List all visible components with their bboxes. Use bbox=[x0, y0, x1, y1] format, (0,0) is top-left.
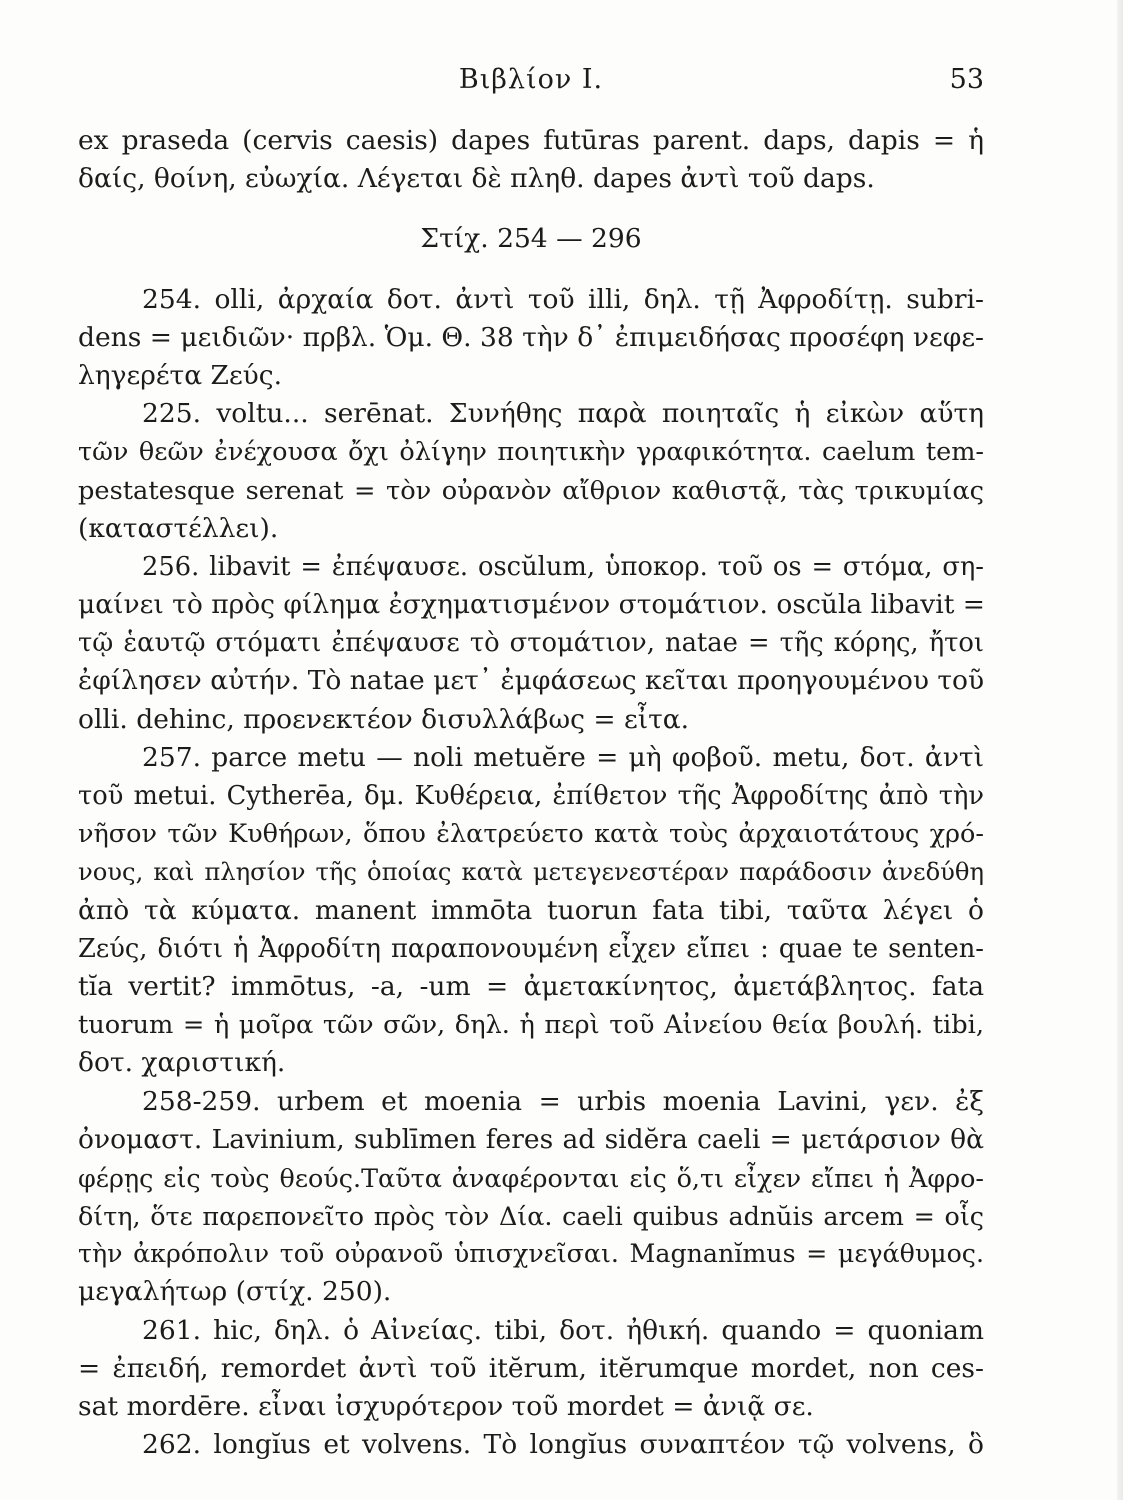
page-edge-shadow bbox=[1117, 0, 1123, 1500]
text-line: ἀπὸ τὰ κύματα. manent immōta tuorun fata tibi, ταῦτα λέγει ὁ bbox=[78, 894, 984, 926]
commentary-text bbox=[78, 122, 984, 1464]
text-line: δοτ. χαριστική. bbox=[78, 1047, 286, 1079]
page-number: 53 bbox=[949, 64, 984, 95]
text-line: δίτη, ὅτε παρεπονεῖτο πρὸς τὸν Δία. caeli quibus adnŭis arcem = οἷς bbox=[78, 1201, 984, 1232]
text-line: Ζεύς, διότι ἡ Ἀφροδίτη παραπονουμένη εἶχεν εἴπει : quae te senten- bbox=[78, 933, 984, 964]
text-line: 256. libavit = ἐπέψαυσε. oscŭlum, ὑποκορ. τοῦ os = στόμα, ση- bbox=[142, 551, 984, 582]
page-header bbox=[78, 64, 984, 104]
text-line: νους, καὶ πλησίον τῆς ὁποίας κατὰ μετεγενεστέραν παράδοσιν ἀνεδύθη bbox=[78, 858, 984, 887]
text-line: τὴν ἀκρόπολιν τοῦ οὐρανοῦ ὑπισχνεῖσαι. Magnanĭmus = μεγάθυμος. bbox=[78, 1239, 984, 1269]
text-line: tuorum = ἡ μοῖρα τῶν σῶν, δηλ. ἡ περὶ τοῦ Αἰνείου θεία βουλή. tibi, bbox=[78, 1010, 984, 1041]
text-line: 254. olli, ἀρχαία δοτ. ἀντὶ τοῦ illi, δηλ. τῇ Ἀφροδίτῃ. subri- bbox=[142, 283, 984, 315]
text-line: νῆσον τῶν Κυθήρων, ὅπου ἐλατρεύετο κατὰ τοὺς ἀρχαιοτάτους χρό- bbox=[78, 819, 984, 850]
text-line: tĭa vertit? immōtus, -a, -um = ἀμετακίνητος, ἀμετάβλητος. fata bbox=[78, 970, 984, 1002]
text-line: (καταστέλλει). bbox=[78, 512, 279, 544]
text-line: sat mordēre. εἶναι ἰσχυρότερον τοῦ mordet = ἀνιᾷ σε. bbox=[78, 1391, 814, 1422]
text-line: τῶν θεῶν ἐνέχουσα ὄχι ὀλίγην ποιητικὴν γραφικότητα. caelum tem- bbox=[78, 437, 984, 468]
text-line: τῷ ἑαυτῷ στόματι ἐπέψαυσε τὸ στομάτιον, natae = τῆς κόρης, ἤτοι bbox=[78, 628, 984, 659]
text-line: φέρῃς εἰς τοὺς θεούς.Ταῦτα ἀναφέρονται εἰς ὅ,τι εἶχεν εἴπει ἡ Ἀφρο- bbox=[78, 1162, 984, 1193]
text-line: 258-259. urbem et moenia = urbis moenia Lavini, γεν. ἐξ bbox=[142, 1085, 984, 1117]
text-line: ληγερέτα Ζεύς. bbox=[78, 359, 283, 391]
text-line: = ἐπειδή, remordet ἀντὶ τοῦ itĕrum, itĕrumque mordet, non ces- bbox=[78, 1352, 984, 1384]
text-line: ὀνομαστ. Lavinium, sublīmen feres ad sidĕra caeli = μετάρσιον θὰ bbox=[78, 1123, 984, 1155]
text-line: olli. dehinc, προενεκτέον δισυλλάβως = εἶτα. bbox=[78, 703, 690, 735]
running-title: Βιβλίον Ι. bbox=[458, 64, 604, 95]
text-line: 261. hic, δηλ. ὁ Αἰνείας. tibi, δοτ. ἠθική. quando = quoniam bbox=[142, 1314, 984, 1346]
text-line: τοῦ metui. Cytherēa, δμ. Κυθέρεια, ἐπίθετον τῆς Ἀφροδίτης ἀπὸ τὴν bbox=[78, 781, 984, 811]
text-line: δαίς, θοίνη, εὐωχία. Λέγεται δὲ πληθ. dapes ἀντὶ τοῦ daps. bbox=[78, 163, 875, 195]
text-line: μεγαλήτωρ (στίχ. 250). bbox=[78, 1276, 392, 1308]
text-line: 262. longĭus et volvens. Τὸ longĭus συναπτέον τῷ volvens, ὃ bbox=[142, 1429, 984, 1461]
text-line: 257. parce metu — noli metuĕre = μὴ φοβοῦ. metu, δοτ. ἀντὶ bbox=[142, 741, 984, 773]
text-line: pestatesque serenat = τὸν οὐρανὸν αἴθριον καθιστᾷ, τὰς τρικυμίας bbox=[78, 475, 984, 506]
text-line: ἐφίλησεν αὐτήν. Τὸ natae μετ᾽ ἐμφάσεως κεῖται προηγουμένου τοῦ bbox=[78, 665, 985, 697]
section-heading: Στίχ. 254 — 296 bbox=[420, 223, 642, 255]
text-line: 225. voltu... serēnat. Συνήθης παρὰ ποιηταῖς ἡ εἰκὼν αὕτη bbox=[142, 398, 984, 430]
text-line: ex praseda (cervis caesis) dapes futūras parent. daps, dapis = ἡ bbox=[78, 125, 984, 156]
text-line: dens = μειδιῶν· πρβλ. Ὁμ. Θ. 38 τὴν δ᾽ ἐπιμειδήσας προσέφη νεφε- bbox=[78, 321, 984, 353]
text-line: μαίνει τὸ πρὸς φίλημα ἐσχηματισμένον στομάτιον. oscŭla libavit = bbox=[78, 589, 986, 621]
